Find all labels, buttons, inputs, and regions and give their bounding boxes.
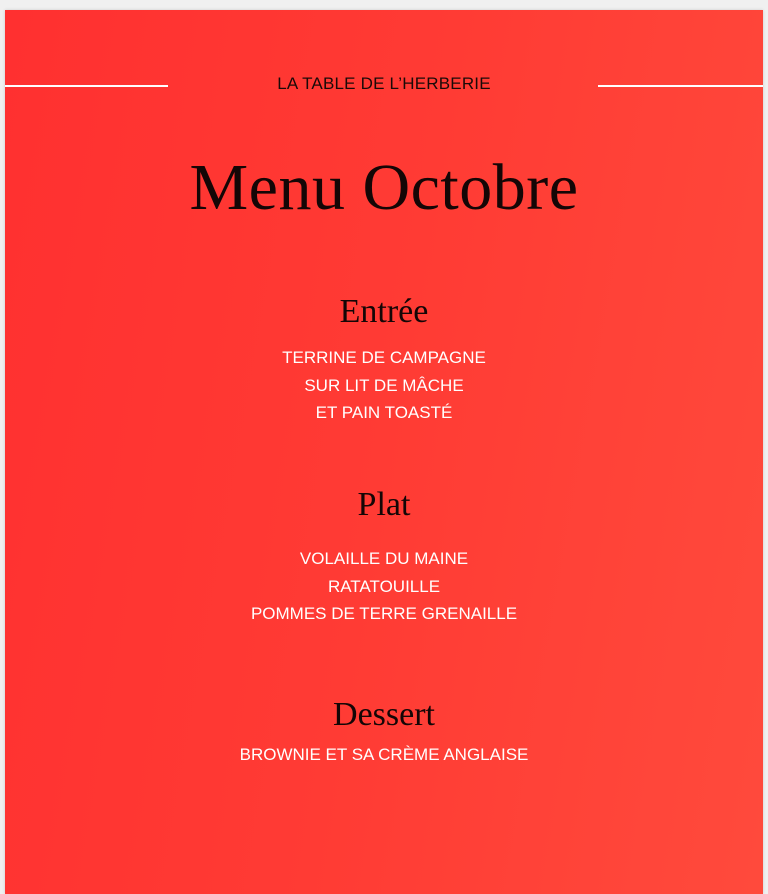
menu-item: VOLAILLE DU MAINE: [299, 549, 469, 568]
section-heading: Dessert: [333, 696, 435, 733]
section-heading: Entrée: [339, 293, 429, 330]
section-items: [5, 545, 763, 628]
menu-item: TERRINE DE CAMPAGNE: [282, 348, 486, 367]
menu-item: POMMES DE TERRE GRENAILLE: [250, 604, 518, 623]
menu-page: [5, 10, 763, 894]
section-items: [5, 741, 763, 769]
menu-item: BROWNIE ET SA CRÈME ANGLAISE: [239, 745, 529, 764]
section-heading: Plat: [357, 486, 411, 523]
section-plat: [5, 485, 763, 628]
section-entree: [5, 292, 763, 427]
restaurant-name: LA TABLE DE L’HERBERIE: [277, 74, 491, 93]
menu-item: ET PAIN TOASTÉ: [315, 403, 453, 422]
menu-item: RATATOUILLE: [327, 576, 441, 596]
section-items: [5, 344, 763, 427]
menu-title: Menu Octobre: [189, 151, 579, 224]
menu-item: SUR LIT DE MÂCHE: [304, 375, 464, 395]
section-dessert: [5, 695, 763, 769]
